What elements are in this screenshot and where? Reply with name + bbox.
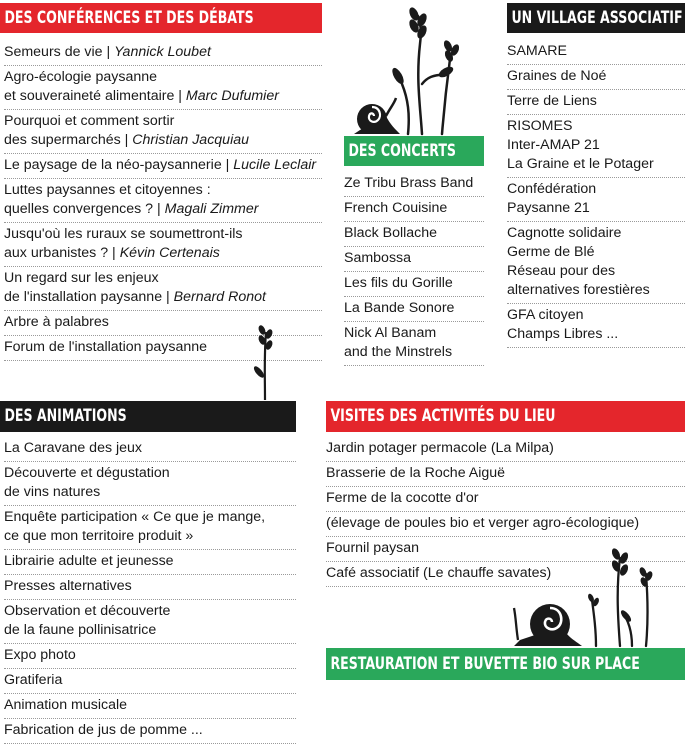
conference-line: de l'installation paysanne | Bernard Ronot [4, 289, 266, 305]
association-item-line: alternatives forestières [507, 282, 650, 298]
animation-item-line: Presses alternatives [4, 578, 132, 594]
animation-item [4, 669, 296, 694]
animations-list [4, 437, 296, 744]
association-item-line: Graines de Noé [507, 68, 607, 84]
concert-item [344, 197, 484, 222]
concert-item [344, 172, 484, 197]
conference-line: et souveraineté alimentaire | Marc Dufumier [4, 88, 279, 104]
restauration-title: RESTAURATION ET BUVETTE BIO SUR PLACE [330, 654, 640, 674]
visite-item-line: Fournil paysan [326, 540, 420, 556]
animation-item-line: ce que mon territoire produit » [4, 528, 194, 544]
concert-item-line: and the Minstrels [344, 344, 453, 360]
conference-item [4, 154, 322, 179]
concert-item-line: Ze Tribu Brass Band [344, 175, 474, 191]
concert-item [344, 297, 484, 322]
association-item-line: Paysanne 21 [507, 200, 590, 216]
small-wheat-icon [252, 322, 278, 402]
conference-item [4, 110, 322, 154]
animation-item-line: Observation et découverte [4, 603, 171, 619]
association-item [507, 40, 685, 65]
association-item-line: SAMARE [507, 43, 567, 59]
association-item-line: Réseau pour des [507, 263, 616, 279]
concert-item-line: Black Bollache [344, 225, 438, 241]
animation-item-line: La Caravane des jeux [4, 440, 143, 456]
conference-author: Magali Zimmer [164, 201, 259, 217]
animation-item [4, 600, 296, 644]
concert-item-line: La Bande Sonore [344, 300, 455, 316]
association-item [507, 90, 685, 115]
village-title: UN VILLAGE ASSOCIATIF [511, 8, 683, 28]
animation-item [4, 719, 296, 744]
conferences-list [4, 41, 322, 361]
conference-line: Semeurs de vie | Yannick Loubet [4, 44, 211, 60]
conference-author: Yannick Loubet [114, 44, 211, 60]
animation-item [4, 462, 296, 506]
concert-item [344, 222, 484, 247]
conference-item [4, 66, 322, 110]
concerts-title: DES CONCERTS [348, 141, 456, 161]
conference-line: Forum de l'installation paysanne [4, 339, 208, 355]
association-item-line: Inter-AMAP 21 [507, 137, 600, 153]
association-item-line: Confédération [507, 181, 597, 197]
animation-item-line: Gratiferia [4, 672, 63, 688]
conference-item [4, 223, 322, 267]
snail-plants-illustration [508, 540, 668, 648]
concert-item [344, 272, 484, 297]
animation-item [4, 644, 296, 669]
conference-line: Un regard sur les enjeux [4, 270, 159, 286]
association-item [507, 222, 685, 304]
animation-item-line: Découverte et dégustation [4, 465, 170, 481]
conference-author: Kévin Certenais [119, 245, 220, 261]
visite-item [326, 487, 685, 512]
animation-item [4, 694, 296, 719]
association-item-line: Cagnotte solidaire [507, 225, 622, 241]
visite-item-line: Brasserie de la Roche Aiguë [326, 465, 506, 481]
concert-item [344, 322, 484, 366]
animation-item-line: de vins natures [4, 484, 101, 500]
animation-item-line: Animation musicale [4, 697, 128, 713]
conference-item [4, 267, 322, 311]
animations-title: DES ANIMATIONS [4, 406, 127, 426]
conference-author: Lucile Leclair [233, 157, 317, 173]
association-item-line: Champs Libres ... [507, 326, 619, 342]
conferences-title: DES CONFÉRENCES ET DES DÉBATS [4, 8, 254, 28]
animation-item-line: Enquête participation « Ce que je mange, [4, 509, 266, 525]
concert-item-line: French Couisine [344, 200, 448, 216]
animation-item-line: de la faune pollinisatrice [4, 622, 157, 638]
animation-item [4, 437, 296, 462]
wheat-snail-illustration [350, 4, 475, 136]
association-item [507, 115, 685, 178]
animation-item [4, 506, 296, 550]
association-item-line: La Graine et le Potager [507, 156, 654, 172]
concert-item [344, 247, 484, 272]
conference-line: quelles convergences ? | Magali Zimmer [4, 201, 259, 217]
association-item-line: Terre de Liens [507, 93, 597, 109]
concerts-list [344, 172, 484, 366]
conference-item [4, 179, 322, 223]
animation-item-line: Expo photo [4, 647, 76, 663]
conference-line: Pourquoi et comment sortir [4, 113, 175, 129]
visite-item-line: Jardin potager permacole (La Milpa) [326, 440, 554, 456]
visites-title: VISITES DES ACTIVITÉS DU LIEU [330, 406, 556, 426]
conference-item [4, 41, 322, 66]
association-item-line: GFA citoyen [507, 307, 584, 323]
conference-line: aux urbanistes ? | Kévin Certenais [4, 245, 220, 261]
animation-item [4, 575, 296, 600]
conference-line: Jusqu'où les ruraux se soumettront-ils [4, 226, 243, 242]
conference-line: Arbre à palabres [4, 314, 109, 330]
conference-line: Agro-écologie paysanne [4, 69, 158, 85]
visite-item [326, 462, 685, 487]
concert-item-line: Les fils du Gorille [344, 275, 453, 291]
conference-line: Luttes paysannes et citoyennes : [4, 182, 211, 198]
conference-author: Christian Jacquiau [132, 132, 249, 148]
conference-author: Bernard Ronot [173, 289, 266, 305]
association-item [507, 65, 685, 90]
association-item [507, 304, 685, 348]
association-item-line: RISOMES [507, 118, 573, 134]
visite-item [326, 437, 685, 462]
concert-item-line: Nick Al Banam [344, 325, 437, 341]
visite-item-line: Café associatif (Le chauffe savates) [326, 565, 552, 581]
visite-item-line: Ferme de la cocotte d'or [326, 490, 479, 506]
visite-item-line: (élevage de poules bio et verger agro-écologique) [326, 515, 640, 531]
conference-line: Le paysage de la néo-paysannerie | Lucile Leclair [4, 157, 317, 173]
concert-item-line: Sambossa [344, 250, 412, 266]
conference-line: des supermarchés | Christian Jacquiau [4, 132, 249, 148]
village-list [507, 40, 685, 348]
conference-author: Marc Dufumier [185, 88, 279, 104]
animation-item-line: Librairie adulte et jeunesse [4, 553, 174, 569]
visite-item [326, 512, 685, 537]
animation-item-line: Fabrication de jus de pomme ... [4, 722, 203, 738]
animation-item [4, 550, 296, 575]
association-item [507, 178, 685, 222]
association-item-line: Germe de Blé [507, 244, 595, 260]
